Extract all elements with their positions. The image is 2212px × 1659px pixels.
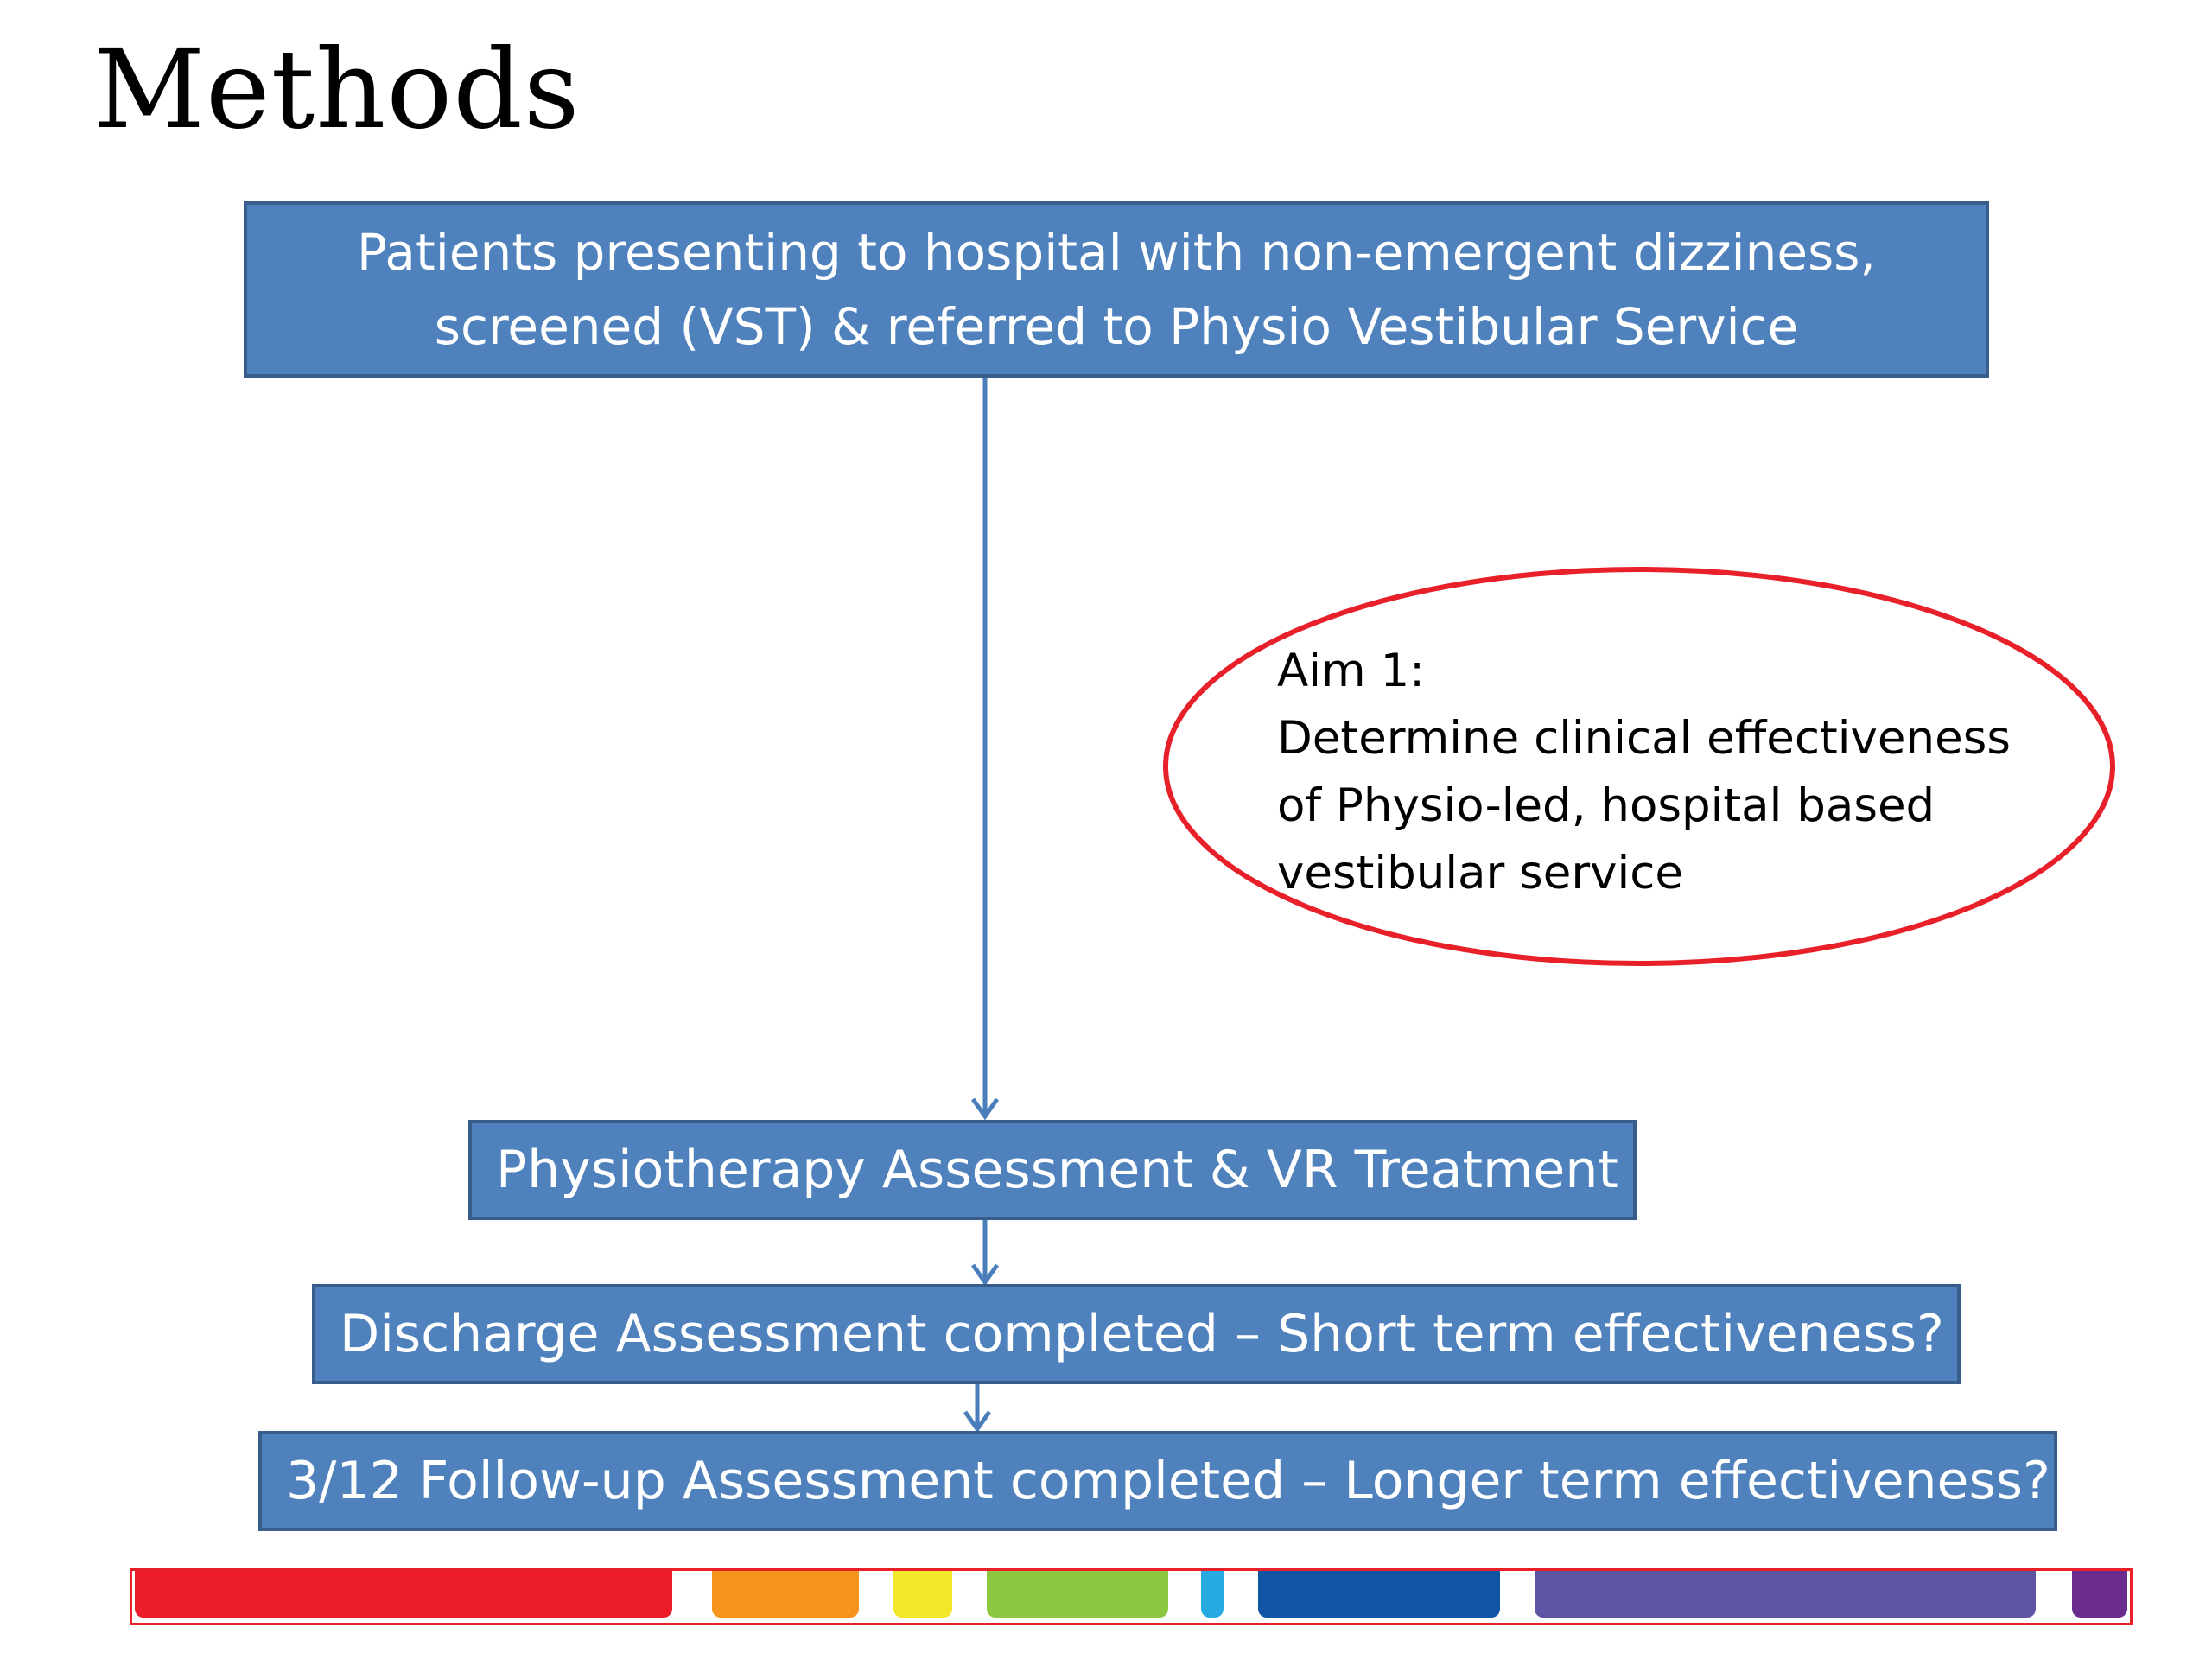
aim-callout-text	[1277, 638, 2055, 907]
color-bar-cyan	[1201, 1571, 1224, 1618]
discharge-box-label: Discharge Assessment completed – Short term effectiveness?	[340, 1304, 1944, 1364]
color-bar-green	[987, 1571, 1168, 1618]
referral-box-line1: Patients presenting to hospital with non-emergent dizziness,	[357, 223, 1876, 282]
color-bar-purple	[2072, 1571, 2127, 1618]
color-bar-orange	[712, 1571, 859, 1618]
followup-box	[258, 1431, 2057, 1531]
aim-line-1: Determine clinical effectiveness	[1277, 712, 2011, 765]
physiotherapy-box-label: Physiotherapy Assessment & VR Treatment	[496, 1140, 1618, 1200]
referral-box	[244, 201, 1989, 378]
color-bar-red	[135, 1571, 672, 1618]
color-bar-blue	[1258, 1571, 1500, 1618]
aim-line-3: vestibular service	[1277, 847, 1684, 899]
slide-title: Methods	[93, 26, 581, 153]
color-bar-yellow	[893, 1571, 952, 1618]
physiotherapy-box	[468, 1120, 1637, 1220]
discharge-box	[312, 1284, 1961, 1384]
aim-line-2: of Physio-led, hospital based	[1277, 779, 1936, 832]
color-bar-violet	[1535, 1571, 2036, 1618]
aim-heading: Aim 1:	[1277, 645, 1426, 697]
followup-box-label: 3/12 Follow-up Assessment completed – Longer term effectiveness?	[286, 1451, 2050, 1511]
referral-box-line2: screened (VST) & referred to Physio Vestibular Service	[434, 297, 1799, 356]
